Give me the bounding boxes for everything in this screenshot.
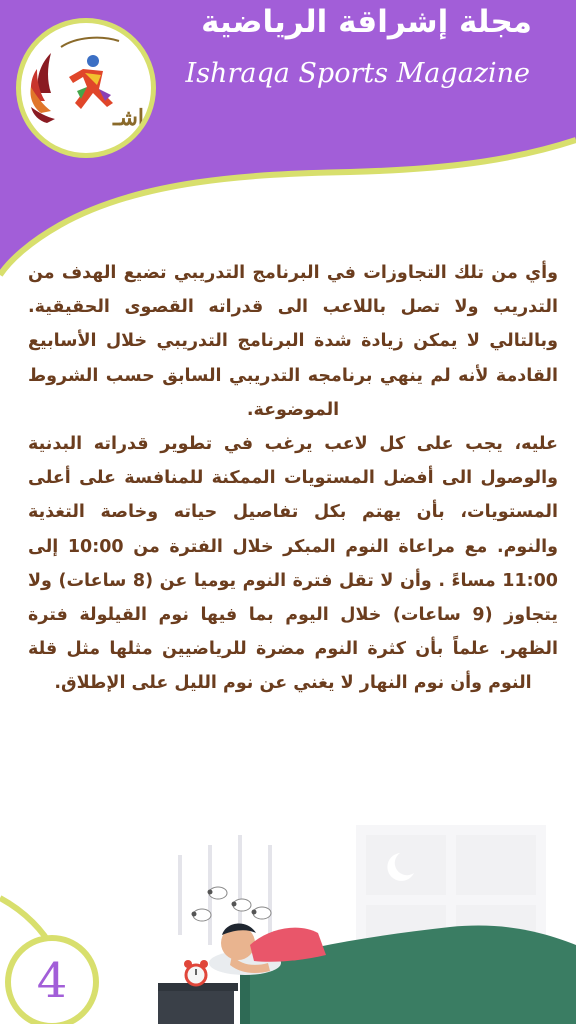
page-number: 4: [36, 953, 68, 1009]
magazine-logo: [16, 18, 156, 158]
running-athlete-logo-icon: [21, 23, 151, 153]
magazine-title-arabic: مجلة إشراقة الرياضية: [201, 4, 532, 40]
sleeping-man-illustration-icon: [150, 815, 576, 1024]
article-paragraph: وأي من تلك التجاوزات في البرنامج التدريبي تضيع الهدف من التدريب ولا تصل باللاعب الى قدراته القصوى الحقيقية. وبالتالي لا يمكن زيادة شدة البرنامج التدريبي خلال الأسابيع القادمة لأنه لم ينهي برنامجه التدريبي السابق حسب الشروط الموضوعة.: [28, 263, 558, 420]
article-body: [28, 256, 558, 701]
svg-text:إشـ: إشـ: [113, 105, 144, 131]
article-paragraph: عليه، يجب على كل لاعب يرغب في تطوير قدراته البدنية والوصول الى أفضل المستويات الممكنة للمنافسة على أعلى المستويات، بأن يهتم بكل تفاصيل حياته وخاصة التغذية والنوم. مع مراعاة النوم المبكر خلال الفترة من 10:00 إلى 11:00 مساءً . وأن لا تقل فترة النوم يوميا عن (8 ساعات) ولا يتجاوز (9 ساعات) خلال اليوم بما فيها نوم القيلولة فترة الظهر. علماً بأن كثرة النوم مضرة للرياضيين مثلها مثل قلة النوم وأن نوم النهار لا يغني عن نوم الليل على الإطلاق.: [28, 434, 558, 694]
magazine-title-english: Ishraqa Sports Magazine: [185, 58, 530, 89]
